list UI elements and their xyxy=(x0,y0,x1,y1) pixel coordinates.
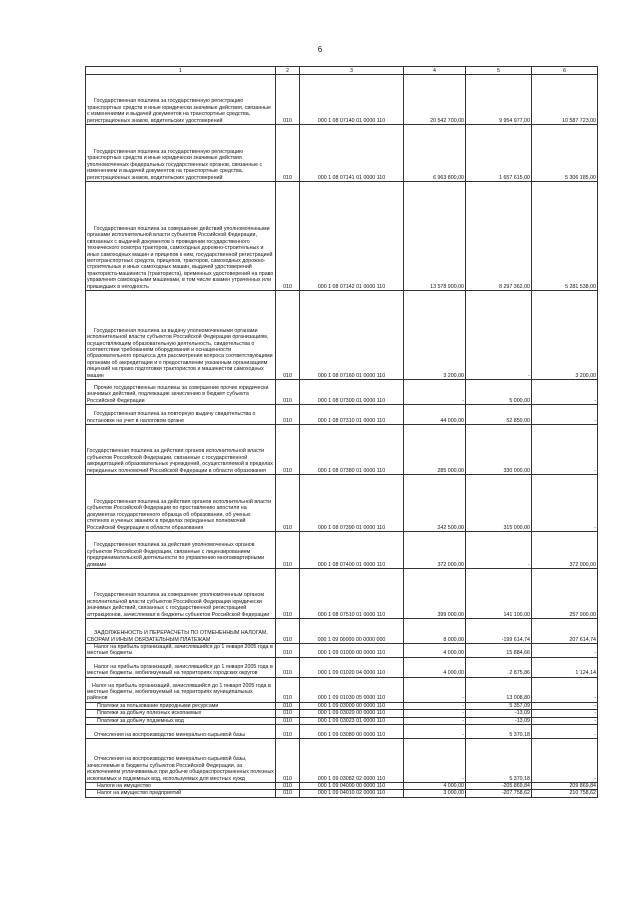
row-name: Государственная пошлина за действия органов исполнительной власти субъектов Российской Федерации, связанные с государственной аккредитацией образовательных учреждений, осуществляемой в пределах переданных полномочий Российской Федерации в области образования xyxy=(86,425,276,475)
row-col4-value: 44 000,00 xyxy=(404,405,466,425)
row-col5-value: 330 000,00 xyxy=(466,425,532,475)
table-row xyxy=(86,717,598,724)
row-line-code: 010 xyxy=(276,739,300,783)
row-line-code: 010 xyxy=(276,619,300,644)
row-col6-value: - xyxy=(532,380,598,405)
row-col6-value: 3 200,00 xyxy=(532,291,598,380)
row-col5-value: 52 850,00 xyxy=(466,405,532,425)
row-col6-value: - xyxy=(532,717,598,724)
table-row xyxy=(86,532,598,569)
table-row xyxy=(86,725,598,739)
row-col6-value: 1 124,14 xyxy=(532,657,598,677)
revenue-table xyxy=(85,66,598,798)
table-row xyxy=(86,380,598,405)
table-row xyxy=(86,475,598,532)
row-col5-value: - xyxy=(466,532,532,569)
row-col5-value: -207 758,62 xyxy=(466,790,532,797)
row-budget-code: 000 1 08 07380 01 0000 110 xyxy=(300,425,404,475)
row-col6-value: - xyxy=(532,644,598,658)
row-col5-value: 8 297 362,00 xyxy=(466,182,532,291)
row-line-code: 010 xyxy=(276,725,300,739)
row-budget-code: 000 1 09 03080 00 0000 110 xyxy=(300,725,404,739)
row-name: Платежи за добычу полезных ископаемых xyxy=(86,710,276,717)
row-col6-value: - xyxy=(532,405,598,425)
row-name: Налог на прибыль организаций, зачислявшийся до 1 января 2005 года в местные бюджеты, мобилизуемый на территориях муниципальных районов xyxy=(86,677,276,702)
row-col4-value: - xyxy=(404,677,466,702)
table-row xyxy=(86,182,598,291)
row-line-code: 010 xyxy=(276,291,300,380)
row-col6-value: - xyxy=(532,710,598,717)
row-col5-value: 1 657 615,00 xyxy=(466,125,532,182)
row-col6-value: - xyxy=(532,677,598,702)
column-header: 4 xyxy=(404,67,466,75)
table-row xyxy=(86,291,598,380)
row-name: Государственная пошлина за выдачу уполномоченными органами исполнительной власти субъектов Российской Федерации организациям, осуществляющим образовательную деятельность, свидетельства о соответствии требованиям оборудования и оснащенности образовательного процесса для рассмотрения вопроса соответствующими органами об аккредитации и о предоставлении указанным организациям лицензий на право подготовки трактористов и машинистов самоходных машин xyxy=(86,291,276,380)
row-col6-value: - xyxy=(532,425,598,475)
row-col4-value: 6 963 800,00 xyxy=(404,125,466,182)
row-col5-value: 15 884,66 xyxy=(466,644,532,658)
table-row xyxy=(86,702,598,709)
row-line-code: 010 xyxy=(276,532,300,569)
row-budget-code: 000 1 08 07300 01 0000 110 xyxy=(300,380,404,405)
row-budget-code: 000 1 09 01000 00 0000 110 xyxy=(300,644,404,658)
row-line-code: 010 xyxy=(276,569,300,619)
column-header: 2 xyxy=(276,67,300,75)
table-row xyxy=(86,783,598,790)
row-col5-value: 2 875,86 xyxy=(466,657,532,677)
row-line-code: 010 xyxy=(276,717,300,724)
row-col5-value: 5 000,00 xyxy=(466,380,532,405)
table-row xyxy=(86,425,598,475)
row-line-code: 010 xyxy=(276,405,300,425)
row-col4-value: 20 542 700,00 xyxy=(404,75,466,125)
column-header: 6 xyxy=(532,67,598,75)
row-col6-value: 10 587 723,00 xyxy=(532,75,598,125)
row-col4-value: 242 500,00 xyxy=(404,475,466,532)
row-budget-code: 000 1 08 07140 01 0000 110 xyxy=(300,75,404,125)
row-line-code: 010 xyxy=(276,702,300,709)
row-col4-value: - xyxy=(404,717,466,724)
row-col4-value: 285 000,00 xyxy=(404,425,466,475)
row-name: Налог на имущество предприятий xyxy=(86,790,276,797)
row-col5-value: -13,09 xyxy=(466,717,532,724)
row-col6-value: - xyxy=(532,725,598,739)
table-row xyxy=(86,739,598,783)
column-header: 1 xyxy=(86,67,276,75)
row-col6-value: 209 869,84 xyxy=(532,783,598,790)
row-col5-value: -13,09 xyxy=(466,710,532,717)
row-budget-code: 000 1 09 03000 00 0000 110 xyxy=(300,702,404,709)
row-col6-value: 372 000,00 xyxy=(532,532,598,569)
table-row xyxy=(86,125,598,182)
row-col4-value: - xyxy=(404,380,466,405)
row-line-code: 010 xyxy=(276,425,300,475)
row-col4-value: - xyxy=(404,710,466,717)
row-col4-value: 4 000,00 xyxy=(404,657,466,677)
row-name: Отчисления на воспроизводство минерально-сырьевой базы, зачисляемые в бюджеты субъектов Российской Федерации, за исключением уплачиваемых при добыче общераспространенных полезных ископаемых и подземных вод, используемых для местных нужд xyxy=(86,739,276,783)
table-row xyxy=(86,790,598,797)
row-budget-code: 000 1 09 00000 00 0000 000 xyxy=(300,619,404,644)
row-line-code: 010 xyxy=(276,644,300,658)
row-line-code: 010 xyxy=(276,75,300,125)
row-col4-value: 13 578 900,00 xyxy=(404,182,466,291)
row-col6-value: - xyxy=(532,702,598,709)
row-name: ЗАДОЛЖЕННОСТЬ И ПЕРЕРАСЧЕТЫ ПО ОТМЕНЕННЫМ НАЛОГАМ, СБОРАМ И ИНЫМ ОБЯЗАТЕЛЬНЫМ ПЛАТЕЖАМ xyxy=(86,619,276,644)
row-col6-value: 207 614,74 xyxy=(532,619,598,644)
row-col6-value: 5 306 185,00 xyxy=(532,125,598,182)
row-col5-value: 9 954 977,00 xyxy=(466,75,532,125)
row-col5-value: 5 370,18 xyxy=(466,725,532,739)
row-budget-code: 000 1 08 07310 01 0000 110 xyxy=(300,405,404,425)
row-name: Государственная пошлина за повторную выдачу свидетельства о постановке на учет в налоговом органе xyxy=(86,405,276,425)
row-name: Прочие государственные пошлины за совершение прочих юридически значимых действий, подлежащие зачислению в бюджет субъекта Российской Федерации xyxy=(86,380,276,405)
row-budget-code: 000 1 08 07160 01 0000 110 xyxy=(300,291,404,380)
row-line-code: 010 xyxy=(276,783,300,790)
row-col6-value: 257 900,00 xyxy=(532,569,598,619)
column-number-row xyxy=(86,67,598,75)
row-col5-value: - xyxy=(466,291,532,380)
row-col4-value: 4 000,00 xyxy=(404,644,466,658)
row-name: Налог на прибыль организаций, зачислявшийся до 1 января 2005 года в местные бюджеты xyxy=(86,644,276,658)
row-name: Платежи за пользование природными ресурсами xyxy=(86,702,276,709)
row-name: Государственная пошлина за государственную регистрацию транспортных средств и иные юридически значимые действия, связанные с изменениями и выдачей документов на транспортные средства, регистрационных знаков, водительских удостоверений xyxy=(86,75,276,125)
row-col6-value: 210 758,62 xyxy=(532,790,598,797)
row-col4-value: 8 000,00 xyxy=(404,619,466,644)
row-budget-code: 000 1 09 04000 00 0000 110 xyxy=(300,783,404,790)
row-budget-code: 000 1 08 07141 01 0000 110 xyxy=(300,125,404,182)
row-name: Платежи за добычу подземных вод xyxy=(86,717,276,724)
row-col6-value: - xyxy=(532,739,598,783)
row-line-code: 010 xyxy=(276,182,300,291)
row-col5-value: -199 614,74 xyxy=(466,619,532,644)
table-row xyxy=(86,569,598,619)
row-line-code: 010 xyxy=(276,790,300,797)
row-col5-value: 141 100,00 xyxy=(466,569,532,619)
row-col6-value: 5 281 538,00 xyxy=(532,182,598,291)
row-col4-value: - xyxy=(404,739,466,783)
row-line-code: 010 xyxy=(276,380,300,405)
row-col4-value: 3 000,00 xyxy=(404,790,466,797)
row-col4-value: 399 000,00 xyxy=(404,569,466,619)
table-row xyxy=(86,644,598,658)
row-line-code: 010 xyxy=(276,677,300,702)
row-name: Государственная пошлина за государственную регистрацию транспортных средств и иные юридически значимые действия уполномоченных федеральных государственных органов, связанные с изменением и выдачей документов на транспортные средства, регистрационных знаков, водительских удостоверений xyxy=(86,125,276,182)
row-col5-value: 5 357,09 xyxy=(466,702,532,709)
row-name: Государственная пошлина за действия уполномоченных органов субъектов Российской Федерации, связанные с лицензированием предпринимательской деятельности по управлению многоквартирными домами xyxy=(86,532,276,569)
row-line-code: 010 xyxy=(276,475,300,532)
row-budget-code: 000 1 08 07400 01 0000 110 xyxy=(300,532,404,569)
row-budget-code: 000 1 09 03082 02 0000 110 xyxy=(300,739,404,783)
row-budget-code: 000 1 09 01030 05 0000 110 xyxy=(300,677,404,702)
row-col5-value: 5 370,18 xyxy=(466,739,532,783)
row-name: Отчисления на воспроизводство минерально-сырьевой базы xyxy=(86,725,276,739)
row-line-code: 010 xyxy=(276,710,300,717)
row-line-code: 010 xyxy=(276,125,300,182)
table-row xyxy=(86,619,598,644)
row-col4-value: 3 200,00 xyxy=(404,291,466,380)
row-budget-code: 000 1 08 07142 01 0000 110 xyxy=(300,182,404,291)
page-number: 6 xyxy=(317,45,323,54)
row-name: Государственная пошлина за совершение уполномоченным органом исполнительной власти субъектов Российской Федерации юридически значимых действий, связанных с государственной регистрацией аттракционов, зачисляемая в бюджеты субъектов Российской Федерации xyxy=(86,569,276,619)
column-header: 5 xyxy=(466,67,532,75)
row-col4-value: - xyxy=(404,725,466,739)
row-col4-value: - xyxy=(404,702,466,709)
table-row xyxy=(86,677,598,702)
row-budget-code: 000 1 09 03020 00 0000 110 xyxy=(300,710,404,717)
row-budget-code: 000 1 09 04010 02 0000 110 xyxy=(300,790,404,797)
row-col5-value: 315 000,00 xyxy=(466,475,532,532)
table-row xyxy=(86,405,598,425)
table-row xyxy=(86,710,598,717)
row-line-code: 010 xyxy=(276,657,300,677)
row-name: Налоги на имущество xyxy=(86,783,276,790)
row-budget-code: 000 1 09 03023 01 0000 110 xyxy=(300,717,404,724)
row-budget-code: 000 1 09 01020 04 0000 110 xyxy=(300,657,404,677)
row-col4-value: 372 000,00 xyxy=(404,532,466,569)
row-col5-value: 13 008,80 xyxy=(466,677,532,702)
row-name: Государственная пошлина за совершение действий уполномоченными органами исполнительной власти субъектов Российской Федерации, связанных с выдачей документов о проведении государственного технического осмотра тракторов, самоходных дорожно-строительных и иных самоходных машин и прицепов к ним, государственной регистрацией мототранспортных средств, прицепов, тракторов, самоходных дорожно-строительных и иных самоходных машин, выдачей удостоверений тракториста-машиниста (тракториста), временных удостоверений на право управления самоходными машинами, в том числе взамен утраченных или пришедших в негодность xyxy=(86,182,276,291)
row-col5-value: -205 869,84 xyxy=(466,783,532,790)
row-col4-value: 4 000,00 xyxy=(404,783,466,790)
table-row xyxy=(86,75,598,125)
column-header: 3 xyxy=(300,67,404,75)
table-row xyxy=(86,657,598,677)
row-budget-code: 000 1 08 07510 01 0000 110 xyxy=(300,569,404,619)
row-col6-value: - xyxy=(532,475,598,532)
row-name: Налог на прибыль организаций, зачислявшийся до 1 января 2005 года в местные бюджеты, мобилизуемый на территориях городских округов xyxy=(86,657,276,677)
row-name: Государственная пошлина за действия органов исполнительной власти субъектов Российской Федерации по проставлению апостиля на документах государственного образца об образовании, об ученых степенях и ученых званиях в пределах переданных полномочий Российской Федерации в области образования xyxy=(86,475,276,532)
row-budget-code: 000 1 08 07390 01 0000 110 xyxy=(300,475,404,532)
